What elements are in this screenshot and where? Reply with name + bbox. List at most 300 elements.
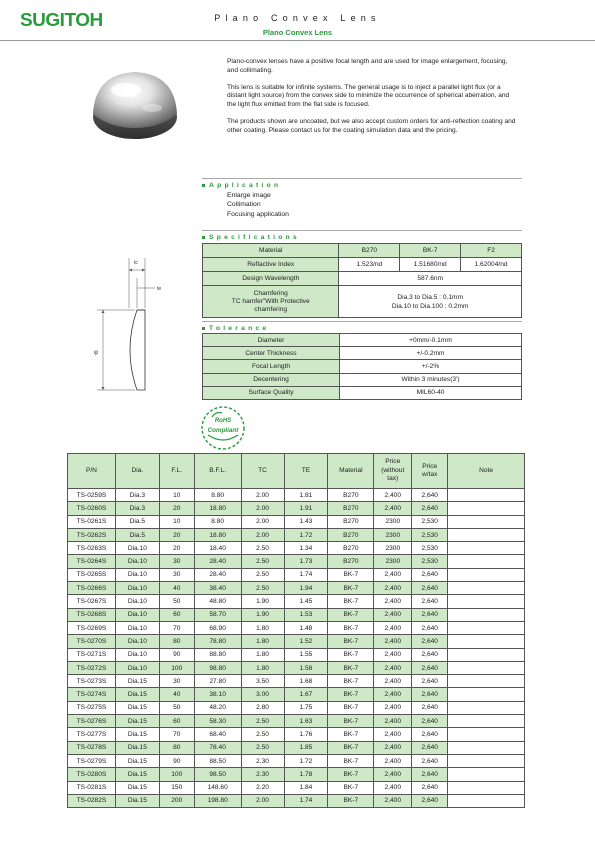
table-cell: 1.91 <box>284 502 328 515</box>
table-row <box>68 768 525 781</box>
specifications-heading <box>202 234 300 241</box>
table-cell: Dia.15 <box>115 715 159 728</box>
table-cell: 1.80 <box>241 661 284 674</box>
tolerance-value: +/-2% <box>340 360 522 373</box>
table-cell: 2300 <box>374 542 412 555</box>
section-divider <box>202 321 522 322</box>
table-cell: Dia.15 <box>115 794 159 807</box>
table-cell: 1.34 <box>284 542 328 555</box>
table-cell: 2,640 <box>412 794 448 807</box>
table-cell: TS-0261S <box>68 515 116 528</box>
table-cell: 28.40 <box>194 568 241 581</box>
table-row <box>68 781 525 794</box>
table-cell: BK-7 <box>328 595 374 608</box>
table-cell: Dia.15 <box>115 675 159 688</box>
table-cell: 2,640 <box>412 648 448 661</box>
table-cell: 150 <box>159 781 194 794</box>
table-cell: 2,530 <box>412 542 448 555</box>
tolerance-label: Decentering <box>203 373 340 386</box>
note-cell <box>448 648 525 661</box>
table-row <box>68 635 525 648</box>
column-header: Dia. <box>115 454 159 489</box>
table-cell: 2.00 <box>241 489 284 502</box>
table-cell: TS-0276S <box>68 715 116 728</box>
table-cell: 2,640 <box>412 502 448 515</box>
table-cell: TS-0281S <box>68 781 116 794</box>
table-cell: 60 <box>159 608 194 621</box>
tolerance-value: +0mm/-0.1mm <box>340 334 522 347</box>
table-cell: 2,400 <box>374 728 412 741</box>
table-cell: 2.20 <box>241 781 284 794</box>
table-cell: 90 <box>159 648 194 661</box>
table-cell: 2300 <box>374 528 412 541</box>
table-cell: 1.67 <box>284 688 328 701</box>
intro-paragraph: Plano-convex lenses have a positive focal length and are used for image enlargement, focusing, and collimating. <box>227 58 508 74</box>
application-list <box>227 191 289 219</box>
spec-label: Design Wavelength <box>203 272 339 286</box>
table-row <box>68 489 525 502</box>
table-cell: 2.80 <box>241 701 284 714</box>
table-cell: 78.40 <box>194 741 241 754</box>
table-cell: TS-0260S <box>68 502 116 515</box>
table-row <box>68 794 525 807</box>
table-cell: Dia.10 <box>115 582 159 595</box>
table-cell: BK-7 <box>328 661 374 674</box>
note-cell <box>448 741 525 754</box>
table-cell: BK-7 <box>328 608 374 621</box>
tolerance-label: Diameter <box>203 334 340 347</box>
spec-value: B270 <box>339 244 400 258</box>
table-cell: 2,640 <box>412 568 448 581</box>
tolerance-heading <box>202 325 269 332</box>
column-header-line: Price <box>385 458 401 466</box>
table-cell: Dia.10 <box>115 542 159 555</box>
company-logo: SUGITOH <box>20 10 103 31</box>
table-cell: BK-7 <box>328 688 374 701</box>
column-header: F.L. <box>159 454 194 489</box>
table-cell: TS-0270S <box>68 635 116 648</box>
table-row <box>68 502 525 515</box>
table-cell: BK-7 <box>328 675 374 688</box>
note-cell <box>448 635 525 648</box>
table-cell: 2,530 <box>412 515 448 528</box>
table-cell: BK-7 <box>328 768 374 781</box>
note-cell <box>448 621 525 634</box>
table-cell: Dia.10 <box>115 608 159 621</box>
table-row <box>68 568 525 581</box>
table-cell: TS-0275S <box>68 701 116 714</box>
intro-text <box>227 58 519 144</box>
note-cell <box>448 675 525 688</box>
table-cell: 1.90 <box>241 608 284 621</box>
table-cell: TS-0266S <box>68 582 116 595</box>
table-cell: TS-0278S <box>68 741 116 754</box>
table-cell: Dia.5 <box>115 528 159 541</box>
table-cell: 200 <box>159 794 194 807</box>
table-cell: 80 <box>159 741 194 754</box>
table-cell: 2,640 <box>412 768 448 781</box>
table-cell: 2,640 <box>412 688 448 701</box>
table-cell: B270 <box>328 502 374 515</box>
table-cell: 1.63 <box>284 715 328 728</box>
table-cell: 98.50 <box>194 768 241 781</box>
column-header: Note <box>448 454 525 489</box>
intro-paragraph: This lens is suitable for infinite systems. The general usage is to inject a parallel light flux (or a distant light source) from the convex side to minimize the occurrence of spherical aberration, and the light flux emitted from the flat side is focused. <box>227 83 510 108</box>
table-row <box>68 661 525 674</box>
table-cell: 2,400 <box>374 781 412 794</box>
parts-table-body <box>68 489 525 808</box>
table-cell: 98.80 <box>194 661 241 674</box>
page-subtitle: Plano Convex Lens <box>262 28 333 37</box>
table-row <box>68 754 525 767</box>
table-row <box>68 555 525 568</box>
note-cell <box>448 781 525 794</box>
table-cell: 1.53 <box>284 608 328 621</box>
table-cell: 2,400 <box>374 754 412 767</box>
header-divider <box>0 40 595 41</box>
table-cell: 40 <box>159 582 194 595</box>
table-cell: 1.85 <box>284 741 328 754</box>
table-cell: 1.74 <box>284 568 328 581</box>
column-header-line: Price <box>422 462 438 470</box>
table-cell: BK-7 <box>328 794 374 807</box>
table-cell: 2,530 <box>412 555 448 568</box>
table-cell: BK-7 <box>328 582 374 595</box>
column-header-line: (without <box>381 466 405 474</box>
table-cell: 2,640 <box>412 489 448 502</box>
table-row <box>68 595 525 608</box>
tolerance-value: Within 3 minutes(3') <box>340 373 522 386</box>
spec-value: 1.523/nd <box>339 258 400 272</box>
table-cell: 2,400 <box>374 701 412 714</box>
spec-value-line: Dia.10 to Dia.100 : 0.2mm <box>391 302 469 310</box>
diagram-label-tc: tc <box>134 260 138 266</box>
application-heading-text: Application <box>209 182 282 189</box>
table-cell: Dia.15 <box>115 768 159 781</box>
table-cell: 1.84 <box>284 781 328 794</box>
table-cell: 2.50 <box>241 741 284 754</box>
table-cell: BK-7 <box>328 701 374 714</box>
column-header-line: tax) <box>387 475 399 483</box>
table-cell: 2,640 <box>412 675 448 688</box>
intro-paragraph: The products shown are uncoated, but we also accept custom orders for anti-reflection coating and other coating. Please contact us for the coating simulation data and the pricing. <box>227 118 516 134</box>
table-cell: 2,400 <box>374 608 412 621</box>
table-cell: 2,400 <box>374 741 412 754</box>
lens-photo <box>90 62 180 152</box>
table-cell: 2300 <box>374 515 412 528</box>
section-divider <box>202 178 522 179</box>
table-cell: 1.48 <box>284 621 328 634</box>
note-cell <box>448 595 525 608</box>
table-cell: 10 <box>159 515 194 528</box>
table-cell: 20 <box>159 502 194 515</box>
table-cell: 1.73 <box>284 555 328 568</box>
table-cell: Dia.15 <box>115 688 159 701</box>
table-cell: B270 <box>328 528 374 541</box>
table-row <box>68 701 525 714</box>
table-cell: 1.80 <box>241 621 284 634</box>
lens-diagram <box>75 250 195 410</box>
table-cell: 1.58 <box>284 661 328 674</box>
note-cell <box>448 489 525 502</box>
table-cell: BK-7 <box>328 568 374 581</box>
table-cell: 2,400 <box>374 688 412 701</box>
table-row <box>68 515 525 528</box>
table-cell: 1.72 <box>284 528 328 541</box>
table-cell: B270 <box>328 555 374 568</box>
tolerance-label: Focal Length <box>203 360 340 373</box>
table-cell: 2,640 <box>412 635 448 648</box>
table-cell: 2.00 <box>241 794 284 807</box>
table-cell: TS-0263S <box>68 542 116 555</box>
spec-value: 1.62004/nd <box>461 258 522 272</box>
table-cell: 88.80 <box>194 648 241 661</box>
table-cell: 2,640 <box>412 595 448 608</box>
spec-value: BK-7 <box>400 244 461 258</box>
note-cell <box>448 502 525 515</box>
table-cell: TS-0277S <box>68 728 116 741</box>
table-cell: 60 <box>159 715 194 728</box>
specifications-heading-text: Specifications <box>209 234 300 241</box>
spec-label-line: TC hamfer"With Protective <box>231 297 310 305</box>
table-cell: 2,400 <box>374 715 412 728</box>
table-cell: BK-7 <box>328 728 374 741</box>
table-cell: Dia.15 <box>115 701 159 714</box>
note-cell <box>448 661 525 674</box>
table-cell: 2.30 <box>241 754 284 767</box>
tolerance-heading-text: Tolerance <box>209 325 270 332</box>
column-header: P/N <box>68 454 116 489</box>
table-cell: 2,640 <box>412 582 448 595</box>
table-cell: 198.80 <box>194 794 241 807</box>
application-heading <box>202 182 281 189</box>
table-row <box>68 728 525 741</box>
note-cell <box>448 701 525 714</box>
table-cell: 1.74 <box>284 794 328 807</box>
table-cell: 10 <box>159 489 194 502</box>
table-cell: 2.50 <box>241 542 284 555</box>
table-cell: 2.00 <box>241 515 284 528</box>
table-cell: 2300 <box>374 555 412 568</box>
table-cell: 2.50 <box>241 568 284 581</box>
tolerance-label: Surface Quality <box>203 386 340 399</box>
table-cell: 2,640 <box>412 741 448 754</box>
table-cell: 2.00 <box>241 528 284 541</box>
table-cell: 1.80 <box>241 635 284 648</box>
table-cell: 2,640 <box>412 661 448 674</box>
list-item: Focusing application <box>227 210 289 218</box>
table-cell: 1.81 <box>284 489 328 502</box>
tolerance-value: +/-0.2mm <box>340 347 522 360</box>
table-cell: 2,640 <box>412 781 448 794</box>
list-item: Collimation <box>227 201 261 209</box>
table-cell: Dia.3 <box>115 502 159 515</box>
table-cell: Dia.10 <box>115 621 159 634</box>
note-cell <box>448 754 525 767</box>
table-cell: TS-0271S <box>68 648 116 661</box>
table-row <box>68 741 525 754</box>
table-row <box>68 528 525 541</box>
table-cell: 2,530 <box>412 528 448 541</box>
table-cell: 90 <box>159 754 194 767</box>
table-cell: TS-0273S <box>68 675 116 688</box>
note-cell <box>448 515 525 528</box>
table-row <box>68 621 525 634</box>
table-cell: 2,400 <box>374 582 412 595</box>
table-cell: TS-0280S <box>68 768 116 781</box>
table-cell: 8.80 <box>194 489 241 502</box>
table-cell: 2,640 <box>412 754 448 767</box>
table-cell: 3.50 <box>241 675 284 688</box>
page-title: Plano Convex Lens <box>214 13 381 23</box>
table-cell: Dia.15 <box>115 728 159 741</box>
table-cell: 20 <box>159 528 194 541</box>
parts-price-table <box>67 453 525 808</box>
column-header: TC <box>241 454 284 489</box>
table-cell: B270 <box>328 515 374 528</box>
table-cell: 2,400 <box>374 661 412 674</box>
note-cell <box>448 555 525 568</box>
table-cell: 30 <box>159 675 194 688</box>
badge-text: Compliant <box>207 427 239 434</box>
table-cell: 2,400 <box>374 768 412 781</box>
table-cell: TS-0282S <box>68 794 116 807</box>
note-cell <box>448 568 525 581</box>
table-row <box>68 648 525 661</box>
table-cell: 38.10 <box>194 688 241 701</box>
table-cell: BK-7 <box>328 781 374 794</box>
table-cell: 18.40 <box>194 542 241 555</box>
table-cell: 2,400 <box>374 675 412 688</box>
rohs-compliant-badge <box>200 405 246 451</box>
table-cell: 28.40 <box>194 555 241 568</box>
table-cell: 2,400 <box>374 621 412 634</box>
table-cell: 70 <box>159 728 194 741</box>
table-cell: 100 <box>159 768 194 781</box>
note-cell <box>448 528 525 541</box>
note-cell <box>448 768 525 781</box>
note-cell <box>448 582 525 595</box>
table-cell: 2,640 <box>412 621 448 634</box>
table-cell: 58.30 <box>194 715 241 728</box>
column-header: Material <box>328 454 374 489</box>
badge-text: RoHS <box>214 418 232 424</box>
spec-value: 587.6nm <box>339 272 522 286</box>
column-header <box>374 454 412 489</box>
note-cell <box>448 728 525 741</box>
table-cell: 1.52 <box>284 635 328 648</box>
table-cell: 1.76 <box>284 728 328 741</box>
spec-value <box>339 286 522 318</box>
tolerance-label: Center Thickness <box>203 347 340 360</box>
table-cell: Dia.10 <box>115 648 159 661</box>
table-cell: TS-0268S <box>68 608 116 621</box>
tolerance-value: MIL60-40 <box>340 386 522 399</box>
table-cell: Dia.15 <box>115 741 159 754</box>
table-cell: 1.80 <box>241 648 284 661</box>
column-header-line: w/tax <box>422 471 438 478</box>
note-cell <box>448 794 525 807</box>
specifications-table <box>202 243 522 318</box>
table-cell: 30 <box>159 555 194 568</box>
table-row <box>68 542 525 555</box>
table-cell: BK-7 <box>328 648 374 661</box>
table-cell: 1.90 <box>241 595 284 608</box>
table-cell: 2,640 <box>412 701 448 714</box>
table-cell: 18.80 <box>194 502 241 515</box>
note-cell <box>448 542 525 555</box>
table-cell: 50 <box>159 595 194 608</box>
table-cell: 50 <box>159 701 194 714</box>
table-cell: TS-0274S <box>68 688 116 701</box>
note-cell <box>448 688 525 701</box>
table-row <box>68 688 525 701</box>
table-cell: 48.80 <box>194 595 241 608</box>
table-cell: TS-0269S <box>68 621 116 634</box>
table-cell: BK-7 <box>328 741 374 754</box>
table-cell: 68.40 <box>194 728 241 741</box>
table-cell: 30 <box>159 568 194 581</box>
table-cell: 2,400 <box>374 568 412 581</box>
table-cell: BK-7 <box>328 621 374 634</box>
table-cell: 68.90 <box>194 621 241 634</box>
spec-label-line: chamfering <box>254 305 288 313</box>
table-cell: 18.80 <box>194 528 241 541</box>
table-cell: 2,400 <box>374 648 412 661</box>
table-cell: Dia.10 <box>115 661 159 674</box>
diagram-label-diameter: φ <box>94 350 98 356</box>
table-cell: Dia.10 <box>115 555 159 568</box>
table-cell: 88.50 <box>194 754 241 767</box>
table-cell: 27.80 <box>194 675 241 688</box>
spec-value: F2 <box>461 244 522 258</box>
table-cell: 1.75 <box>284 701 328 714</box>
table-cell: TS-0279S <box>68 754 116 767</box>
column-header: TE <box>284 454 328 489</box>
table-cell: BK-7 <box>328 754 374 767</box>
table-row <box>68 675 525 688</box>
table-cell: Dia.10 <box>115 635 159 648</box>
table-cell: TS-0272S <box>68 661 116 674</box>
table-cell: Dia.3 <box>115 489 159 502</box>
table-cell: 2.30 <box>241 768 284 781</box>
table-cell: 8.80 <box>194 515 241 528</box>
table-cell: 2,400 <box>374 489 412 502</box>
table-row <box>68 715 525 728</box>
table-cell: 3.00 <box>241 688 284 701</box>
table-cell: B270 <box>328 489 374 502</box>
table-cell: 78.80 <box>194 635 241 648</box>
table-cell: 2,400 <box>374 502 412 515</box>
table-row <box>68 582 525 595</box>
tolerance-table <box>202 333 522 400</box>
spec-label-line: Chamfering <box>253 289 288 297</box>
table-cell: 40 <box>159 688 194 701</box>
table-cell: 1.43 <box>284 515 328 528</box>
table-cell: 2,640 <box>412 715 448 728</box>
table-cell: 148.60 <box>194 781 241 794</box>
table-cell: 70 <box>159 621 194 634</box>
table-cell: 2.00 <box>241 502 284 515</box>
table-cell: 2,640 <box>412 728 448 741</box>
table-cell: 2,400 <box>374 794 412 807</box>
table-cell: 1.94 <box>284 582 328 595</box>
table-cell: BK-7 <box>328 635 374 648</box>
table-cell: 1.45 <box>284 595 328 608</box>
table-cell: Dia.10 <box>115 568 159 581</box>
table-cell: 1.68 <box>284 675 328 688</box>
spec-value-line: Dia.3 to Dia.5 : 0.1mm <box>397 293 464 301</box>
